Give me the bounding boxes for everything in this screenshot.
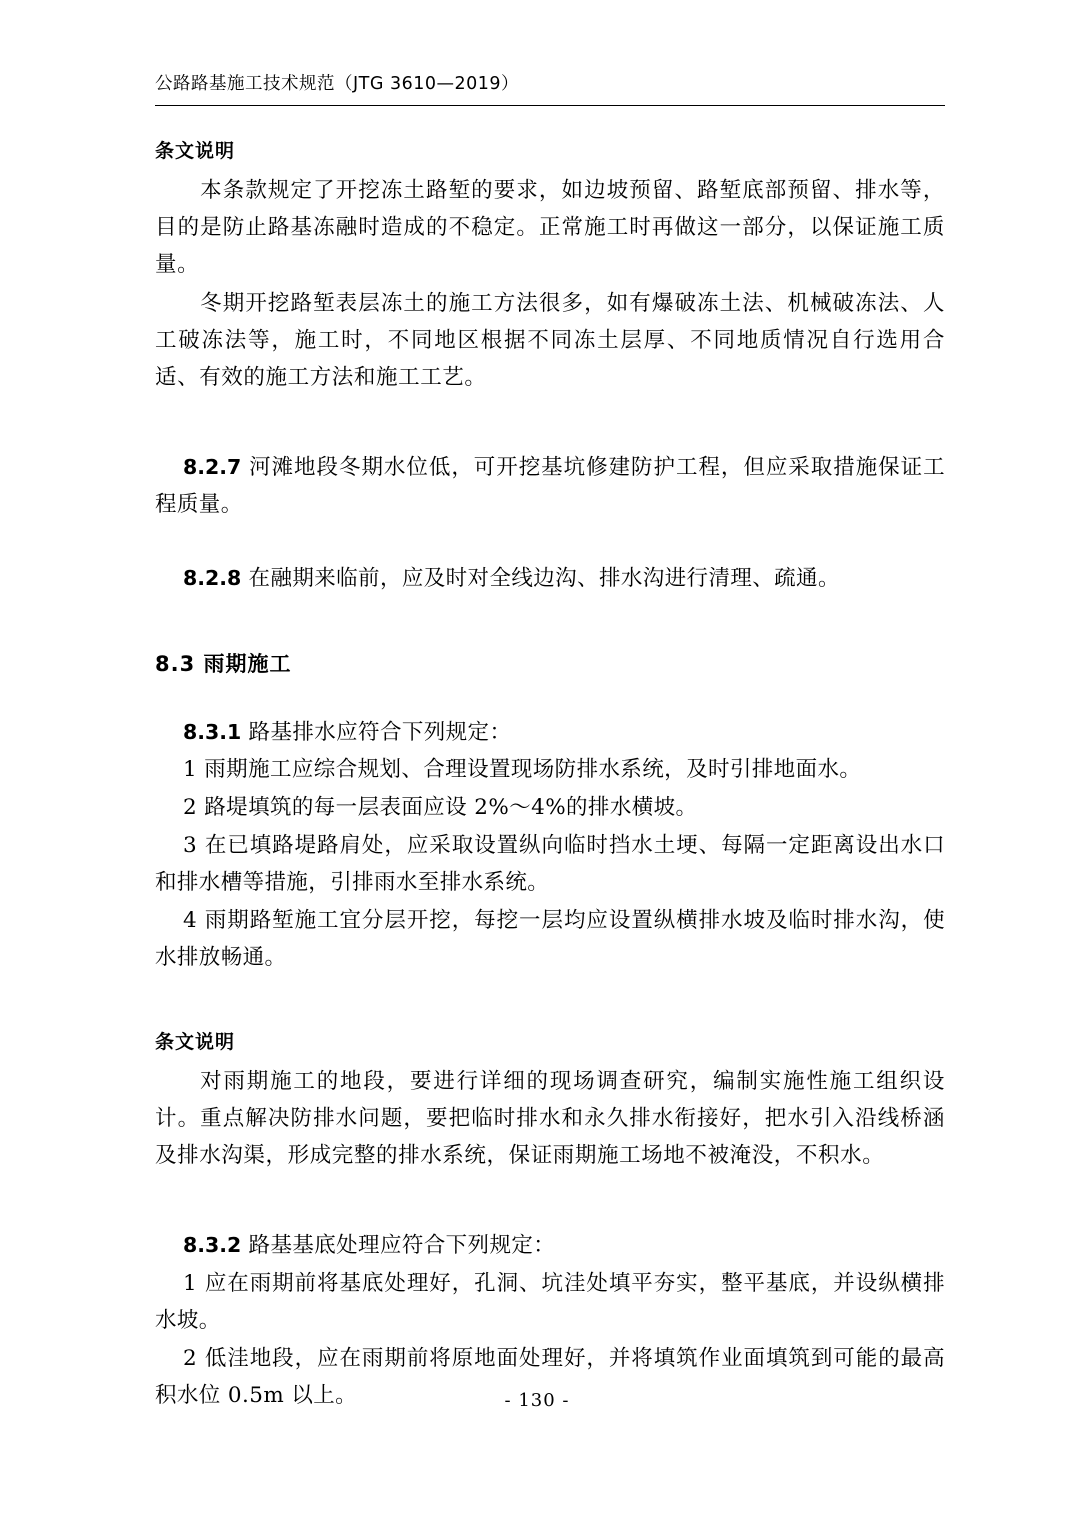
item-text: 雨期施工应综合规划、合理设置现场防排水系统，及时引排地面水。 bbox=[204, 757, 862, 783]
clause-8-2-7-number: 8.2.7 bbox=[182, 454, 242, 479]
item-text: 路堤填筑的每一层表面应设 2%～4%的排水横坡。 bbox=[204, 794, 698, 820]
spacer bbox=[155, 598, 945, 648]
clause-8-3-2-text: 路基基底处理应符合下列规定： bbox=[248, 1232, 556, 1258]
clause-8-3-2-number: 8.3.2 bbox=[182, 1232, 242, 1257]
item-number: 2 bbox=[182, 1345, 198, 1371]
page-number: - 130 - bbox=[504, 1390, 570, 1411]
item-text: 应在雨期前将基底处理好，孔洞、坑洼处填平夯实，整平基底，并设纵横排水坡。 bbox=[155, 1270, 945, 1334]
running-header: 公路路基施工技术规范（JTG 3610—2019） bbox=[155, 74, 520, 94]
header-divider bbox=[155, 105, 945, 106]
item-number: 1 bbox=[182, 1270, 198, 1296]
clause-8-3-1-text: 路基排水应符合下列规定： bbox=[248, 719, 512, 745]
clause-8-2-7-text: 河滩地段冬期水位低，可开挖基坑修建防护工程，但应采取措施保证工程质量。 bbox=[155, 454, 946, 518]
section-note-label-2: 条文说明 bbox=[155, 1031, 236, 1054]
item-number: 1 bbox=[182, 757, 198, 783]
page-footer bbox=[0, 1390, 1074, 1411]
section-note-label-1: 条文说明 bbox=[155, 140, 236, 162]
clause-8-3-2 bbox=[155, 1227, 945, 1265]
note-1-paragraph-2: 冬期开挖路堑表层冻土的施工方法很多，如有爆破冻土法、机械破冻法、人工破冻法等，施工时，不同地区根据不同冻土层厚、不同地质情况自行选用合适、有效的施工方法和施工工艺。 bbox=[155, 290, 945, 390]
spacer bbox=[155, 399, 945, 449]
spacer bbox=[155, 977, 945, 1027]
item-number: 3 bbox=[182, 832, 198, 858]
page-content bbox=[155, 70, 945, 1415]
clause-8-2-8-text: 在融期来临前，应及时对全线边沟、排水沟进行清理、疏通。 bbox=[248, 566, 840, 592]
spacer bbox=[155, 1177, 945, 1227]
spacer bbox=[155, 678, 945, 714]
item-number: 2 bbox=[182, 794, 198, 820]
clause-8-2-8-number: 8.2.8 bbox=[182, 566, 242, 591]
list-item bbox=[155, 751, 945, 789]
item-text: 低洼地段，应在雨期前将原地面处理好，并将填筑作业面填筑到可能的最高积水位 0.5m 以上。 bbox=[155, 1345, 945, 1409]
list-item bbox=[155, 902, 945, 977]
item-text: 在已填路堤路肩处，应采取设置纵向临时挡水土埂、每隔一定距离设出水口和排水槽等措施，引排雨水至排水系统。 bbox=[155, 832, 945, 896]
item-number: 4 bbox=[182, 907, 198, 933]
section-heading-8-3: 8.3 雨期施工 bbox=[155, 651, 292, 676]
list-item bbox=[155, 1265, 945, 1340]
item-text: 雨期路堑施工宜分层开挖，每挖一层均应设置纵横排水坡及临时排水沟，使水排放畅通。 bbox=[155, 907, 945, 971]
list-item bbox=[155, 789, 945, 827]
clause-8-2-7 bbox=[155, 449, 945, 524]
note-2-paragraph-1: 对雨期施工的地段，要进行详细的现场调查研究，编制实施性施工组织设计。重点解决防排水问题，要把临时排水和永久排水衔接好，把水引入沿线桥涵及排水沟渠，形成完整的排水系统，保证雨期施工场地不被淹没，不积水。 bbox=[155, 1069, 945, 1168]
spacer bbox=[155, 524, 945, 560]
note-1-paragraph-1: 本条款规定了开挖冻土路堑的要求，如边坡预留、路堑底部预留、排水等，目的是防止路基冻融时造成的不稳定。正常施工时再做这一部分，以保证施工质量。 bbox=[155, 178, 945, 277]
clause-8-2-8 bbox=[155, 560, 945, 598]
list-item bbox=[155, 827, 945, 902]
clause-8-3-1 bbox=[155, 714, 945, 752]
clause-8-3-1-number: 8.3.1 bbox=[182, 719, 242, 744]
